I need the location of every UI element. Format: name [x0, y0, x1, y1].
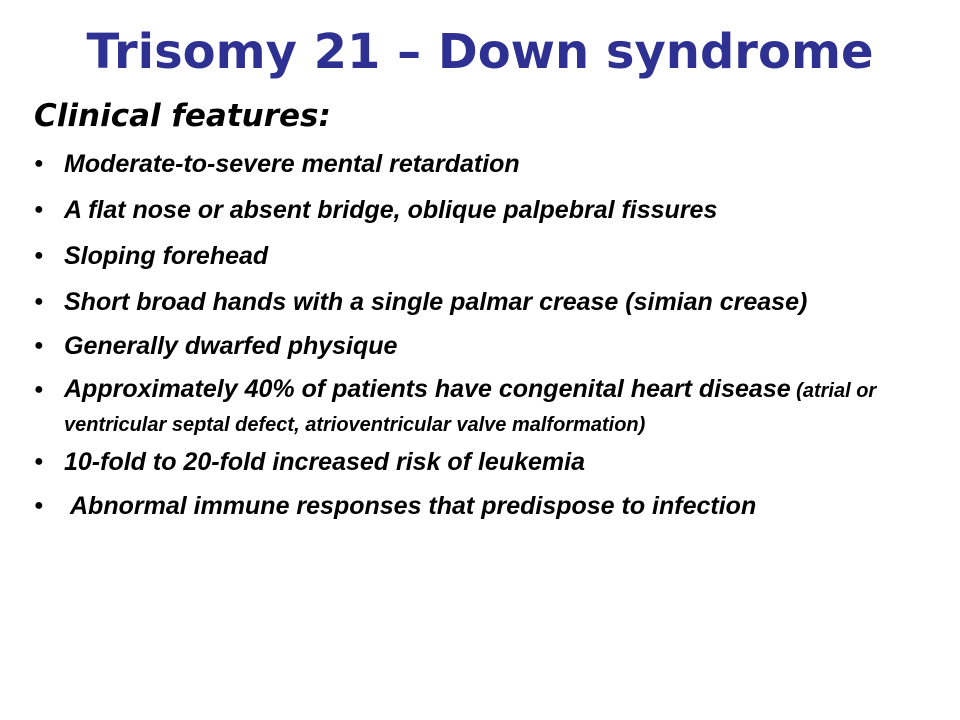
slide-title: Trisomy 21 – Down syndrome [86, 24, 874, 80]
bullet-dot-icon: ● [34, 337, 44, 354]
bullet-text: Short broad hands with a single palmar crease (simian crease) [64, 288, 808, 316]
bullet-item [34, 238, 914, 274]
bullet-dot-icon: ● [34, 381, 44, 398]
bullet-dot-icon: ● [34, 497, 44, 514]
bullet-text: Abnormal immune responses that predispose to infection [70, 492, 757, 520]
bullet-dot-icon: ● [34, 155, 44, 172]
bullet-item [34, 192, 914, 228]
bullet-item [34, 488, 914, 524]
bullet-list [34, 146, 914, 534]
bullet-item [34, 146, 914, 182]
bullet-dot-icon: ● [34, 201, 44, 218]
bullet-item [34, 328, 914, 364]
bullet-text: A flat nose or absent bridge, oblique palpebral fissures [64, 196, 718, 224]
bullet-dot-icon: ● [34, 453, 44, 470]
bullet-dot-icon: ● [34, 293, 44, 310]
slide-subtitle: Clinical features: [34, 98, 331, 134]
bullet-text: Approximately 40% of patients have congenital heart disease [64, 375, 791, 403]
bullet-text: Generally dwarfed physique [64, 332, 398, 360]
bullet-note: (atrial or ventricular septal defect, atrioventricular valve malformation) [64, 380, 877, 436]
bullet-text: Sloping forehead [64, 242, 269, 270]
bullet-dot-icon: ● [34, 247, 44, 264]
bullet-text: Moderate-to-severe mental retardation [64, 150, 520, 178]
bullet-item [34, 372, 914, 440]
bullet-item [34, 284, 914, 320]
bullet-text: 10-fold to 20-fold increased risk of leukemia [64, 448, 585, 476]
bullet-item [34, 444, 914, 480]
